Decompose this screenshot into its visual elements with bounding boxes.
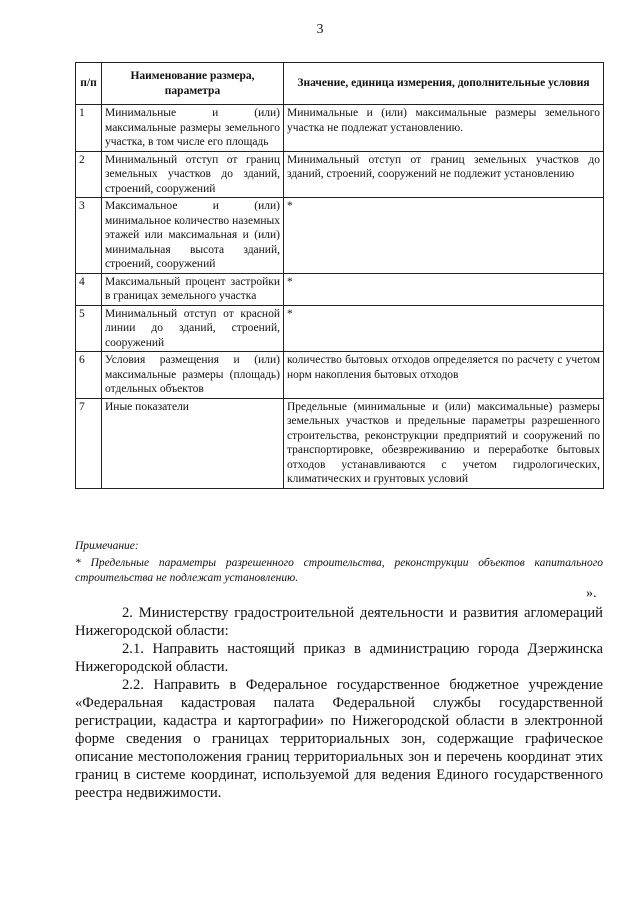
row-parameter: Минимальный отступ от красной линии до зданий, строений, сооружений [102, 305, 284, 352]
page-number: 3 [316, 22, 324, 37]
row-number: 7 [76, 398, 102, 488]
row-number: 1 [76, 105, 102, 152]
row-parameter: Иные показатели [102, 398, 284, 488]
closing-quote: ». [586, 586, 597, 601]
row-number: 4 [76, 273, 102, 305]
paragraph: 2.2. Направить в Федеральное государственное бюджетное учреждение «Федеральная кадастровая палата Федеральной службы государственной регистрации, кадастра и картографии» по Нижегородской области в электронной форме сведения о границах территориальных зон, содержащие графическое описание местоположения границ территориальных зон и перечень координат этих границ в системе координат, используемой для ведения Единого государственного реестра недвижимости. [75, 677, 603, 801]
row-parameter: Условия размещения и (или) максимальные размеры (площадь) отдельных объектов [102, 352, 284, 399]
table-row [76, 352, 604, 399]
note-text: * Предельные параметры разрешенного строительства, реконструкции объектов капитального строительства не подлежат установлению. [75, 557, 603, 584]
row-number: 6 [76, 352, 102, 399]
table-row [76, 273, 604, 305]
row-value: * [284, 273, 604, 305]
table-row [76, 305, 604, 352]
row-value: Минимальные и (или) максимальные размеры земельного участка не подлежат установлению. [284, 105, 604, 152]
note-title: Примечание: [75, 540, 139, 552]
row-parameter: Максимальный процент застройки в границах земельного участка [102, 273, 284, 305]
row-parameter: Минимальный отступ от границ земельных участков до зданий, строений, сооружений [102, 151, 284, 198]
table-header-row [76, 63, 604, 105]
table-row [76, 398, 604, 488]
row-number: 2 [76, 151, 102, 198]
header-parameter: Наименование размера, параметра [102, 63, 284, 105]
row-parameter: Минимальные и (или) максимальные размеры земельного участка, в том числе его площадь [102, 105, 284, 152]
row-parameter: Максимальное и (или) минимальное количество наземных этажей или максимальная и (или) минимальная высота зданий, строений, сооружений [102, 198, 284, 274]
row-value: * [284, 198, 604, 274]
row-number: 3 [76, 198, 102, 274]
row-value: * [284, 305, 604, 352]
header-number: п/п [76, 63, 102, 105]
row-number: 5 [76, 305, 102, 352]
row-value: количество бытовых отходов определяется по расчету с учетом норм накопления бытовых отходов [284, 352, 604, 399]
row-value: Минимальный отступ от границ земельных участков до зданий, строений, сооружений не подлежит установлению [284, 151, 604, 198]
header-value: Значение, единица измерения, дополнительные условия [284, 63, 604, 105]
table-row [76, 151, 604, 198]
row-value: Предельные (минимальные и (или) максимальные) размеры земельных участков и предельные параметры разрешенного строительства, реконструкции предприятий и сооружений по транспортировке, обезвреживанию и переработке бытовых отходов устанавливаются с учетом гидрологических, климатических и грунтовых условий [284, 398, 604, 488]
table-row [76, 105, 604, 152]
table-row [76, 198, 604, 274]
paragraph: 2. Министерству градостроительной деятельности и развития агломераций Нижегородской области: [75, 605, 603, 639]
parameters-table [75, 62, 604, 489]
paragraph: 2.1. Направить настоящий приказ в администрацию города Дзержинска Нижегородской области. [75, 641, 603, 675]
order-body [75, 604, 603, 802]
